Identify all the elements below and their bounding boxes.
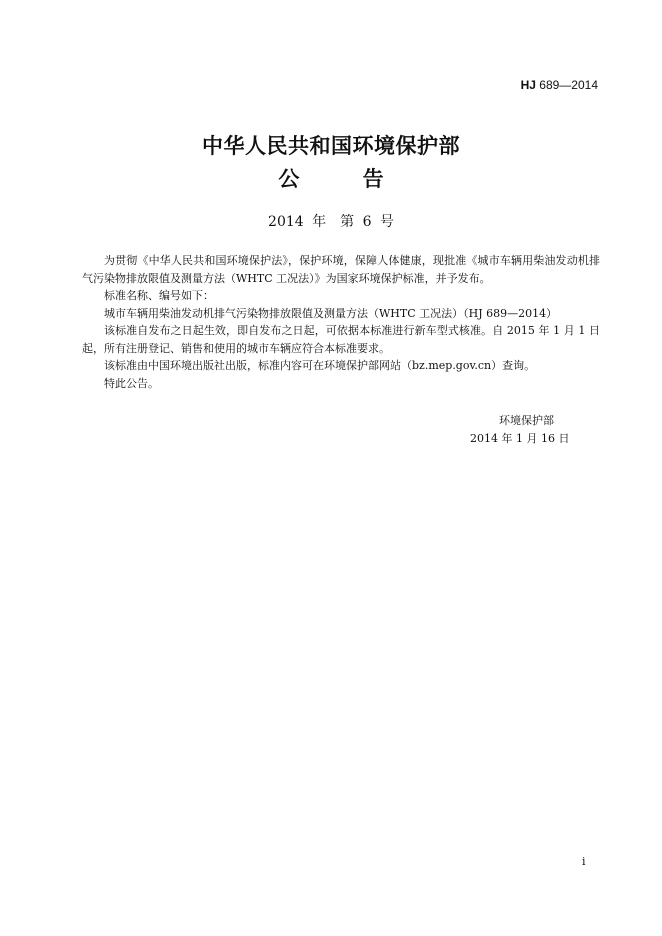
- signature-block: [470, 412, 600, 448]
- signature-organization: 环境保护部: [499, 414, 554, 427]
- notice-title: 公 告: [278, 167, 412, 191]
- signature-date: 2014 年 1 月 16 日: [470, 432, 570, 445]
- page-number: i: [582, 855, 586, 868]
- body-paragraph: 特此公告。: [104, 376, 159, 390]
- standard-code-number: 689—2014: [539, 78, 598, 92]
- body-paragraph: 标准名称、编号如下：: [104, 289, 214, 302]
- body-paragraph: 该标准由中国环境出版社出版，标准内容可在环境保护部网站（bz.mep.gov.cn）查询。: [104, 359, 536, 372]
- body-paragraph: 城市车辆用柴油发动机排气污染物排放限值及测量方法（WHTC 工况法）（HJ 689—2014）: [104, 306, 558, 320]
- standard-code: [521, 78, 598, 92]
- ministry-title: 中华人民共和国环境保护部: [202, 134, 460, 158]
- body-paragraph: 该标准自发布之日起生效，即自发布之日起，可依据本标准进行新车型式核准。自 2015 年 1 月 1 日起，所有注册登记、销售和使用的城市车辆应符合本标准要求。: [82, 324, 600, 355]
- standard-code-prefix: HJ: [520, 78, 536, 92]
- body-paragraph: 为贯彻《中华人民共和国环境保护法》，保护环境，保障人体健康，现批准《城市车辆用柴油发动机排气污染物排放限值及测量方法（WHTC 工况法）》为国家环境保护标准，并予发布。: [82, 254, 600, 285]
- issue-number: 2014 年 第 6 号: [268, 214, 394, 230]
- notice-body: [82, 252, 600, 392]
